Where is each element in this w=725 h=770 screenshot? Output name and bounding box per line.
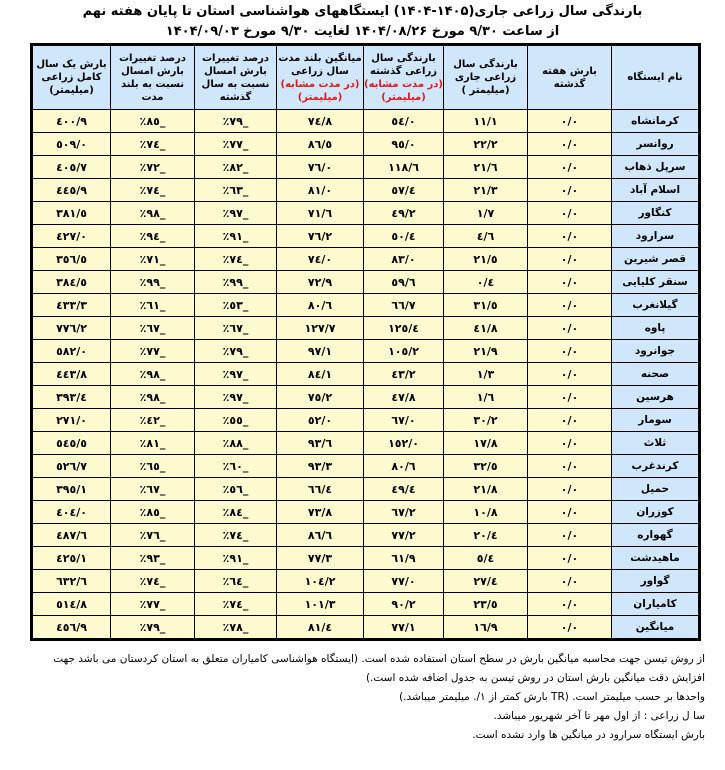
table-row [32, 455, 700, 478]
col-last-year-cell: ١٢٥/٤ [364, 317, 444, 340]
table-row [32, 432, 700, 455]
table-row [32, 110, 700, 133]
col-change-vs-long-term-cell: _٧٤٪ [111, 133, 195, 156]
col-last-week-cell: ٠/٠ [528, 524, 612, 547]
col-last-week-cell: ٠/٠ [528, 363, 612, 386]
col-last-week-cell: ٠/٠ [528, 409, 612, 432]
col-full-year-cell: ٤٠٥/٧ [32, 156, 111, 179]
station-name-cell: جوانرود [612, 340, 700, 363]
table-row [32, 248, 700, 271]
col-last-year-cell: ٨٣/٠ [364, 248, 444, 271]
col-long-term-avg-cell: ٧٤/٨ [277, 110, 364, 133]
col-full-year-cell: ٣٨١/٥ [32, 202, 111, 225]
col-last-week-cell: ٠/٠ [528, 593, 612, 616]
col-full-year-cell: ٥٠٩/٠ [32, 133, 111, 156]
table-row [32, 179, 700, 202]
col-change-vs-last-year-cell: _٩٧٪ [195, 202, 277, 225]
col-change-vs-long-term-cell: _٨١٪ [111, 432, 195, 455]
col-change-vs-last-year-cell: _٦٠٪ [195, 455, 277, 478]
note-sararud: بارش ایستگاه سرارود در میانگین ها وارد نشده است. [472, 729, 705, 741]
station-name-cell: گواور [612, 570, 700, 593]
table-row [32, 386, 700, 409]
col-current-year-cell: ٣٢/٥ [444, 455, 528, 478]
header-line: درصد تغییرات [118, 52, 187, 64]
col-full-year-cell: ٣٥٦/٥ [32, 248, 111, 271]
col-last-week-cell: ٠/٠ [528, 133, 612, 156]
station-name-cell: ثلاث [612, 432, 700, 455]
col-long-term-avg-cell: ٨٤/١ [277, 363, 364, 386]
col-last-week-cell: ٠/٠ [528, 156, 612, 179]
col-full-year-cell: ٤٠٠/٩ [32, 110, 111, 133]
station-name-cell: کامیاران [612, 593, 700, 616]
col-change-vs-last-year-cell: _٦٤٪ [195, 570, 277, 593]
col-station-name-header [612, 45, 700, 110]
station-name-cell: سومار [612, 409, 700, 432]
col-last-week-header [528, 45, 612, 110]
col-last-week-cell: ٠/٠ [528, 386, 612, 409]
col-change-vs-last-year-cell: _٧٩٪ [195, 340, 277, 363]
col-full-year-cell: ٤٤٥/٩ [32, 179, 111, 202]
col-last-year-cell: ٤٧/٨ [364, 386, 444, 409]
col-change-vs-last-year-cell: _٥٥٪ [195, 409, 277, 432]
col-change-vs-long-term-cell: _٤٢٪ [111, 409, 195, 432]
col-long-term-avg-cell: ٨٦/٦ [277, 524, 364, 547]
col-long-term-avg-cell: ١٢٧/٧ [277, 317, 364, 340]
col-change-vs-long-term-cell: _٧٦٪ [111, 524, 195, 547]
header-line: (میلیمتر ) [461, 85, 510, 96]
col-last-year-cell: ٧٧/٢ [364, 524, 444, 547]
col-change-vs-long-term-cell: _٧٢٪ [111, 156, 195, 179]
date-range: از ساعت ۹/۳۰ مورخ ۱۴۰۴/۰۸/۲۶ لغایت ۹/۳۰ مورخ ۱۴۰۴/۰۹/۰۳ [165, 24, 560, 39]
header-line: سال زراعی [291, 65, 349, 77]
col-change-vs-long-term-cell: _٩٨٪ [111, 202, 195, 225]
col-change-vs-last-year-cell: _٧٧٪ [195, 133, 277, 156]
col-change-vs-long-term-cell: _٩٩٪ [111, 271, 195, 294]
footnotes [15, 650, 705, 745]
col-current-year-cell: ١٠/٨ [444, 501, 528, 524]
header-line-highlight: (میلیمتر) [381, 91, 426, 103]
col-current-year-cell: ٠/٤ [444, 271, 528, 294]
table-row [32, 202, 700, 225]
table-row [32, 478, 700, 501]
station-name-cell: میانگین [612, 616, 700, 640]
station-name-cell: سرارود [612, 225, 700, 248]
col-change-vs-long-term-cell: _٧١٪ [111, 248, 195, 271]
col-last-year-cell: ٥٩/٦ [364, 271, 444, 294]
station-name-cell: ماهیدشت [612, 547, 700, 570]
table-row [32, 501, 700, 524]
col-last-year-cell: ٧٧/١ [364, 616, 444, 640]
header-line: زراعی جاری [454, 72, 517, 83]
col-change-vs-last-year-cell: _٥٣٪ [195, 294, 277, 317]
col-last-week-cell: ٠/٠ [528, 317, 612, 340]
col-full-year-cell: ٤٠٤/٠ [32, 501, 111, 524]
table-row [32, 156, 700, 179]
table-row [32, 340, 700, 363]
header-line: مدت [141, 91, 164, 103]
station-name-cell: حمیل [612, 478, 700, 501]
col-change-vs-long-term-cell: _٩٨٪ [111, 386, 195, 409]
station-name-cell: کرمانشاه [612, 110, 700, 133]
col-last-week-cell: ٠/٠ [528, 294, 612, 317]
col-change-vs-last-year-cell: _٨٨٪ [195, 432, 277, 455]
col-change-vs-last-year-cell: _٧٤٪ [195, 593, 277, 616]
col-change-vs-last-year-cell: _٧٤٪ [195, 248, 277, 271]
header-line: گذشته [219, 91, 252, 103]
col-last-year-cell: ١٥٢/٠ [364, 432, 444, 455]
col-full-year-header [32, 45, 111, 110]
header-line: نسبت به سال [201, 78, 270, 90]
col-last-year-cell: ٤٩/٤ [364, 478, 444, 501]
col-long-term-avg-cell: ٧٧/٣ [277, 547, 364, 570]
header-line: نسبت به بلند [120, 78, 185, 90]
col-last-year-cell: ٤٩/٢ [364, 202, 444, 225]
col-current-year-cell: ٢١/٨ [444, 478, 528, 501]
col-current-year-cell: ١/٧ [444, 202, 528, 225]
col-long-term-avg-cell: ٧١/٦ [277, 202, 364, 225]
col-full-year-cell: ٣٩٥/١ [32, 478, 111, 501]
col-current-year-cell: ١٦/٩ [444, 616, 528, 640]
col-last-week-cell: ٠/٠ [528, 225, 612, 248]
table-row [32, 271, 700, 294]
col-change-vs-last-year-header [195, 45, 277, 110]
table-row [32, 317, 700, 340]
col-long-term-avg-cell: ٨٦/٥ [277, 133, 364, 156]
col-current-year-cell: ٤/٦ [444, 225, 528, 248]
station-name-cell: سنقر کلیایی [612, 271, 700, 294]
col-full-year-cell: ٤٢٧/٠ [32, 225, 111, 248]
col-change-vs-long-term-cell: _٩٨٪ [111, 363, 195, 386]
page-title: بارندگی سال زراعی جاری(۱۴۰۵-۱۴۰۴) ایستگاههای هواشناسی استان تا پایان هفته نهم [82, 4, 643, 19]
station-name-cell: کنگاور [612, 202, 700, 225]
col-full-year-cell: ٣٩٣/٤ [32, 386, 111, 409]
col-last-week-cell: ٠/٠ [528, 455, 612, 478]
col-long-term-avg-cell: ٧٦/٢ [277, 225, 364, 248]
col-last-year-cell: ٦١/٩ [364, 547, 444, 570]
col-long-term-avg-cell: ٦٦/٤ [277, 478, 364, 501]
col-current-year-cell: ٢٣/٥ [444, 593, 528, 616]
col-last-week-cell: ٠/٠ [528, 478, 612, 501]
col-current-year-cell: ٣٠/٢ [444, 409, 528, 432]
table-row [32, 363, 700, 386]
col-current-year-cell: ٢١/٩ [444, 340, 528, 363]
col-change-vs-long-term-cell: _٦٧٪ [111, 317, 195, 340]
col-last-week-cell: ٠/٠ [528, 432, 612, 455]
col-long-term-avg-cell: ٧٣/٨ [277, 501, 364, 524]
col-last-year-cell: ٩٥/٠ [364, 133, 444, 156]
table-body [32, 110, 700, 640]
col-change-vs-long-term-cell: _٨٥٪ [111, 501, 195, 524]
col-last-week-cell: ٠/٠ [528, 340, 612, 363]
col-full-year-cell: ٧٧٦/٢ [32, 317, 111, 340]
col-full-year-cell: ٥٨٢/٠ [32, 340, 111, 363]
col-change-vs-last-year-cell: _٧٤٪ [195, 524, 277, 547]
col-full-year-cell: ٤٤٣/٨ [32, 363, 111, 386]
table-row [32, 225, 700, 248]
col-long-term-avg-cell: ١٠٤/٢ [277, 570, 364, 593]
header-line: گذشته [553, 78, 586, 90]
station-name-cell: پاوه [612, 317, 700, 340]
col-change-vs-long-term-cell: _٦١٪ [111, 294, 195, 317]
col-current-year-cell: ٥/٤ [444, 547, 528, 570]
station-name-cell: هرسین [612, 386, 700, 409]
col-long-term-avg-cell: ٨١/٤ [277, 616, 364, 640]
col-long-term-avg-cell: ٧٢/٩ [277, 271, 364, 294]
col-long-term-avg-cell: ٩٣/٣ [277, 455, 364, 478]
col-current-year-header [444, 45, 528, 110]
header-line: بارش امسال [204, 65, 267, 77]
col-last-week-cell: ٠/٠ [528, 501, 612, 524]
col-change-vs-last-year-cell: _٧٨٪ [195, 616, 277, 640]
station-name-cell: کوزران [612, 501, 700, 524]
table-row [32, 616, 700, 640]
station-name-cell: روانسر [612, 133, 700, 156]
col-long-term-avg-cell: ٥٢/٠ [277, 409, 364, 432]
table-row [32, 593, 700, 616]
col-change-vs-last-year-cell: _٧٩٪ [195, 110, 277, 133]
col-long-term-avg-cell: ١٠١/٣ [277, 593, 364, 616]
col-current-year-cell: ٢٢/٢ [444, 133, 528, 156]
col-last-year-cell: ٤٣/٢ [364, 363, 444, 386]
header-line: نام ایستگاه [627, 72, 683, 83]
col-last-week-cell: ٠/٠ [528, 110, 612, 133]
col-last-week-cell: ٠/٠ [528, 248, 612, 271]
col-current-year-cell: ٢١/٦ [444, 156, 528, 179]
col-last-year-cell: ٥٤/٠ [364, 110, 444, 133]
col-change-vs-long-term-cell: _٩٣٪ [111, 547, 195, 570]
header-line: کامل زراعی [41, 72, 102, 83]
rainfall-table [30, 43, 701, 641]
col-last-week-cell: ٠/٠ [528, 202, 612, 225]
col-last-week-cell: ٠/٠ [528, 271, 612, 294]
col-last-year-cell: ٩٠/٢ [364, 593, 444, 616]
header-line: بارش هفته [542, 65, 597, 77]
header-line: میانگین بلند مدت [278, 52, 362, 64]
table-row [32, 570, 700, 593]
col-last-year-cell: ٦٦/٧ [364, 294, 444, 317]
col-current-year-cell: ١/٦ [444, 386, 528, 409]
table-row [32, 524, 700, 547]
col-change-vs-long-term-cell: _٧٧٪ [111, 340, 195, 363]
col-current-year-cell: ٢٠/٤ [444, 524, 528, 547]
col-change-vs-last-year-cell: _٩١٪ [195, 547, 277, 570]
col-last-week-cell: ٠/٠ [528, 570, 612, 593]
col-current-year-cell: ٢١/٥ [444, 248, 528, 271]
header-line: بارش یک سال [36, 59, 107, 70]
col-full-year-cell: ٣٨٤/٥ [32, 271, 111, 294]
col-full-year-cell: ٢٧١/٠ [32, 409, 111, 432]
col-last-year-cell: ١٠٥/٢ [364, 340, 444, 363]
col-current-year-cell: ١/٣ [444, 363, 528, 386]
col-full-year-cell: ٦٣٢/٦ [32, 570, 111, 593]
col-long-term-avg-cell: ٨١/٠ [277, 179, 364, 202]
note-thiessen-2: افزایش دقت میانگین بارش استان در روش تیسن به جدول اضافه شده است.) [365, 672, 705, 684]
col-last-week-cell: ٠/٠ [528, 547, 612, 570]
col-full-year-cell: ٥٤٥/٥ [32, 432, 111, 455]
col-change-vs-last-year-cell: _٨٢٪ [195, 156, 277, 179]
header-line: بارش امسال [121, 65, 184, 77]
note-crop-year: سا ل زراعی : از اول مهر تا آخر شهریور میباشد. [493, 710, 705, 722]
col-last-week-cell: ٠/٠ [528, 179, 612, 202]
station-name-cell: صحنه [612, 363, 700, 386]
col-change-vs-last-year-cell: _٨٤٪ [195, 501, 277, 524]
col-change-vs-last-year-cell: _٩٧٪ [195, 386, 277, 409]
col-change-vs-long-term-cell: _٧٧٪ [111, 593, 195, 616]
col-change-vs-last-year-cell: _٦٧٪ [195, 317, 277, 340]
col-change-vs-last-year-cell: _٩٧٪ [195, 363, 277, 386]
col-full-year-cell: ٤٣٣/٣ [32, 294, 111, 317]
col-long-term-avg-cell: ٩٧/١ [277, 340, 364, 363]
col-last-year-cell: ٦٧/٠ [364, 409, 444, 432]
col-full-year-cell: ٤٥٦/٩ [32, 616, 111, 640]
col-last-year-cell: ٧٧/٠ [364, 570, 444, 593]
col-long-term-avg-cell: ٧٤/٠ [277, 248, 364, 271]
col-long-term-avg-cell: ٨٠/٦ [277, 294, 364, 317]
header-line: درصد تغییرات [201, 52, 270, 64]
col-last-year-cell: ٥٧/٤ [364, 179, 444, 202]
col-long-term-avg-cell: ٧٦/٠ [277, 156, 364, 179]
col-change-vs-long-term-cell: _٧٤٪ [111, 570, 195, 593]
header-line-highlight: (میلیمتر) [297, 91, 343, 103]
col-current-year-cell: ٤١/٨ [444, 317, 528, 340]
header-line: بارندگی سال [371, 52, 436, 64]
header-line-highlight: (در مدت مشابه) [364, 78, 443, 90]
col-last-year-cell: ٨٠/٦ [364, 455, 444, 478]
col-change-vs-long-term-cell: _٧٤٪ [111, 179, 195, 202]
col-long-term-avg-cell: ٧٥/٢ [277, 386, 364, 409]
header-line: زراعی گذشته [370, 65, 437, 77]
note-units: واحدها بر حسب میلیمتر است. (TR بارش کمتر از ۱/. میلیمتر میباشد.) [399, 691, 705, 703]
col-current-year-cell: ٢٧/٤ [444, 570, 528, 593]
col-change-vs-long-term-header [111, 45, 195, 110]
station-name-cell: گهواره [612, 524, 700, 547]
col-change-vs-last-year-cell: _٦٣٪ [195, 179, 277, 202]
table-row [32, 133, 700, 156]
col-change-vs-last-year-cell: _٩٩٪ [195, 271, 277, 294]
col-last-year-cell: ٥٠/٤ [364, 225, 444, 248]
col-current-year-cell: ١١/١ [444, 110, 528, 133]
col-full-year-cell: ٤٨٧/٦ [32, 524, 111, 547]
table-row [32, 294, 700, 317]
header-line: (میلیمتر) [49, 85, 94, 96]
col-change-vs-long-term-cell: _٩٤٪ [111, 225, 195, 248]
note-thiessen-1: از روش تیسن جهت محاسبه میانگین بارش در سطح استان استفاده شده است. (ایستگاه هواشناسی کامیاران متعلق به استان کردستان می باشد جهت [53, 653, 705, 665]
station-name-cell: قصر شیرین [612, 248, 700, 271]
col-last-year-header [364, 45, 444, 110]
col-change-vs-last-year-cell: _٥٦٪ [195, 478, 277, 501]
col-change-vs-long-term-cell: _٨٥٪ [111, 110, 195, 133]
col-current-year-cell: ٣١/٥ [444, 294, 528, 317]
col-change-vs-long-term-cell: _٧٩٪ [111, 616, 195, 640]
col-long-term-avg-cell: ٩٣/٦ [277, 432, 364, 455]
station-name-cell: اسلام آباد [612, 179, 700, 202]
col-change-vs-last-year-cell: _٩١٪ [195, 225, 277, 248]
col-last-year-cell: ٦٧/٢ [364, 501, 444, 524]
header-line: بارندگی سال [453, 59, 518, 70]
col-last-year-cell: ١١٨/٦ [364, 156, 444, 179]
header-line-highlight: (در مدت مشابه) [280, 78, 360, 90]
col-full-year-cell: ٤٢٥/١ [32, 547, 111, 570]
table-row [32, 547, 700, 570]
table-row [32, 409, 700, 432]
station-name-cell: سرپل ذهاب [612, 156, 700, 179]
table-header-row [32, 45, 700, 110]
col-long-term-avg-header [277, 45, 364, 110]
col-last-week-cell: ٠/٠ [528, 616, 612, 640]
col-current-year-cell: ٢١/٣ [444, 179, 528, 202]
col-change-vs-long-term-cell: _٦٧٪ [111, 478, 195, 501]
col-full-year-cell: ٥٢٦/٧ [32, 455, 111, 478]
station-name-cell: گیلانغرب [612, 294, 700, 317]
station-name-cell: کرندغرب [612, 455, 700, 478]
col-change-vs-long-term-cell: _٦٥٪ [111, 455, 195, 478]
col-full-year-cell: ٥١٤/٨ [32, 593, 111, 616]
col-current-year-cell: ١٧/٨ [444, 432, 528, 455]
